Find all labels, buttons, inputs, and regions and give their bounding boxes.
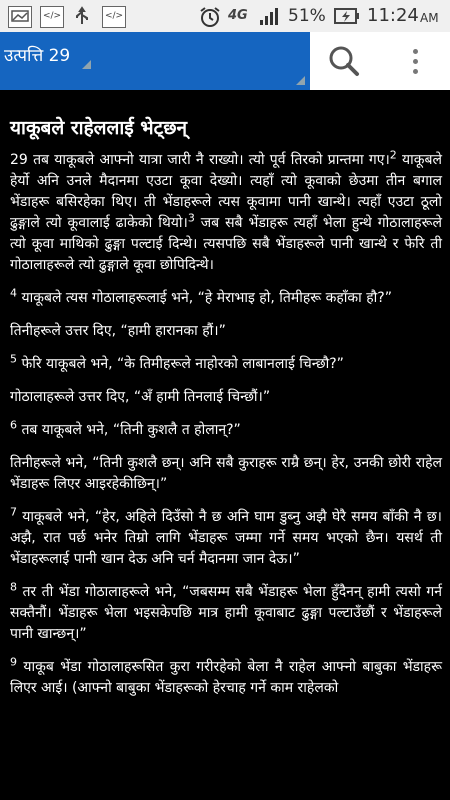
verse-text: जब सबै भेंडाहरू त्यहाँ भेला हुन्थे गोठालाहरूले त्यो कूवा माथिको ढुङ्गा पल्टाई दिन्थे। त्यसपछि सबै भेंडाहरूले पानी खान्थे र फेरि ती गोठालाहरूले त्यो ढुङ्गाले कूवा छोपिदिन्थे। [10, 215, 442, 273]
search-icon [312, 32, 376, 90]
verse-number: 9 [10, 655, 17, 669]
verse-paragraph [10, 453, 442, 495]
section-heading: याकूबले राहेललाई भेट्छन् [10, 117, 188, 139]
usb-icon [72, 6, 92, 26]
code-icon: </> [40, 6, 64, 28]
battery-charging-icon [334, 6, 360, 26]
alarm-icon [198, 6, 222, 26]
verse-paragraph [10, 354, 442, 375]
bible-text-content[interactable] [0, 90, 450, 800]
book-chapter-selector[interactable] [0, 32, 310, 90]
status-bar [0, 0, 450, 32]
verse-text: याकूब भेंडा गोठालाहरूसित कुरा गरीरहेको बेला नै राहेल आफ्नो बाबुका भेंडाहरू लिएर आई। (आफ्नो बाबुका भेंडाहरूको हेरचाह गर्ने काम राहेलको [10, 659, 442, 696]
verse-number: 2 [389, 148, 397, 162]
verse-paragraph [10, 288, 442, 309]
verse-text: फेरि याकूबले भने, “के तिमीहरूले नाहोरको लाबानलाई चिन्छौ?” [17, 356, 344, 372]
verse-text: याकूबले हेर्यो अनि उनले मैदानमा एउटा कूवा देख्यो। त्यहाँ त्यो कूवाको छेउमा तीन बगाल भेंडाहरू बसिरहेका थिए। ती भेंडाहरूले त्यस कूवामा पानी खान्थे। त्यहाँ एउटा ठूलो ढुङ्गाले त्यो कूवालाई ढाकेको थियो। [10, 152, 443, 231]
signal-icon [258, 6, 280, 26]
verse-list [10, 150, 442, 711]
verse-paragraph [10, 657, 442, 699]
verse-paragraph [10, 150, 442, 276]
verse-paragraph [10, 420, 442, 441]
verse-paragraph [10, 387, 442, 408]
verse-number: 5 [10, 352, 17, 366]
chevron-down-icon [82, 60, 91, 69]
verse-number: 4 [10, 286, 17, 300]
verse-text: याकूबले भने, “हेर, अहिले दिउँसो नै छ अनि घाम डुब्नु अझै घेरै समय बाँकी नै छ। अझै, रात पर्छ भनेर तिम्रो लागि भेंडाहरू जम्मा गर्ने समय भएको छैन। यसर्थ ती भेंडाहरूलाई पानी खान देऊ अनि चर्न मैदानमा जान देऊ।” [10, 509, 442, 567]
verse-paragraph [10, 582, 442, 645]
verse-text: याकूबले त्यस गोठालाहरूलाई भने, “हे मेराभाइ हो, तिमीहरू कहाँका हौ?” [17, 290, 392, 306]
chevron-down-icon [296, 76, 305, 85]
clock-ampm: AM [420, 11, 439, 25]
app-bar [0, 32, 450, 90]
verse-text: तर ती भेंडा गोठालाहरूले भने, “जबसम्म सबै भेंडाहरू भेला हुँदैनन् हामी त्यसो गर्न सक्तैनौं। भेंडाहरू भेला भइसकेपछि मात्र हामी कूवाबाट ढुङ्गा पल्टाउँछौं र भेंडाहरूले पानी खान्छन्।” [10, 584, 442, 642]
code-icon: </> [102, 6, 126, 28]
verse-number: 8 [10, 580, 17, 594]
verse-paragraph [10, 321, 442, 342]
network-type: 4G [228, 8, 248, 23]
overflow-menu-button[interactable] [380, 32, 450, 90]
clock-time: 11:24 [367, 5, 419, 26]
search-button[interactable] [312, 32, 376, 90]
verse-text: तब याकूबले भने, “तिनी कुशलै त होलान्?” [17, 422, 241, 438]
verse-number: 3 [187, 211, 195, 225]
image-icon [8, 6, 32, 28]
verse-number: 7 [10, 505, 17, 519]
verse-number: 29 [10, 152, 28, 168]
verse-text: गोठालाहरूले उत्तर दिए, “अँ हामी तिनलाई चिन्छौं।” [10, 389, 271, 405]
verse-paragraph [10, 507, 442, 570]
verse-text: तब याकूबले आफ्नो यात्रा जारी नै राख्यो। त्यो पूर्व तिरको प्रान्तमा गए। [27, 152, 390, 168]
battery-percent: 51% [288, 6, 326, 26]
book-chapter-label: उत्पत्ति 29 [4, 46, 71, 66]
verse-number: 6 [10, 418, 17, 432]
verse-text: तिनीहरूले भने, “तिनी कुशलै छन्। अनि सबै कुराहरू राम्रै छन्। हेर, उनकी छोरी राहेल भेंडाहरू लिएर आइरहेकीछिन्।” [10, 455, 442, 492]
verse-text: तिनीहरूले उत्तर दिए, “हामी हारानका हौं।” [10, 323, 226, 339]
